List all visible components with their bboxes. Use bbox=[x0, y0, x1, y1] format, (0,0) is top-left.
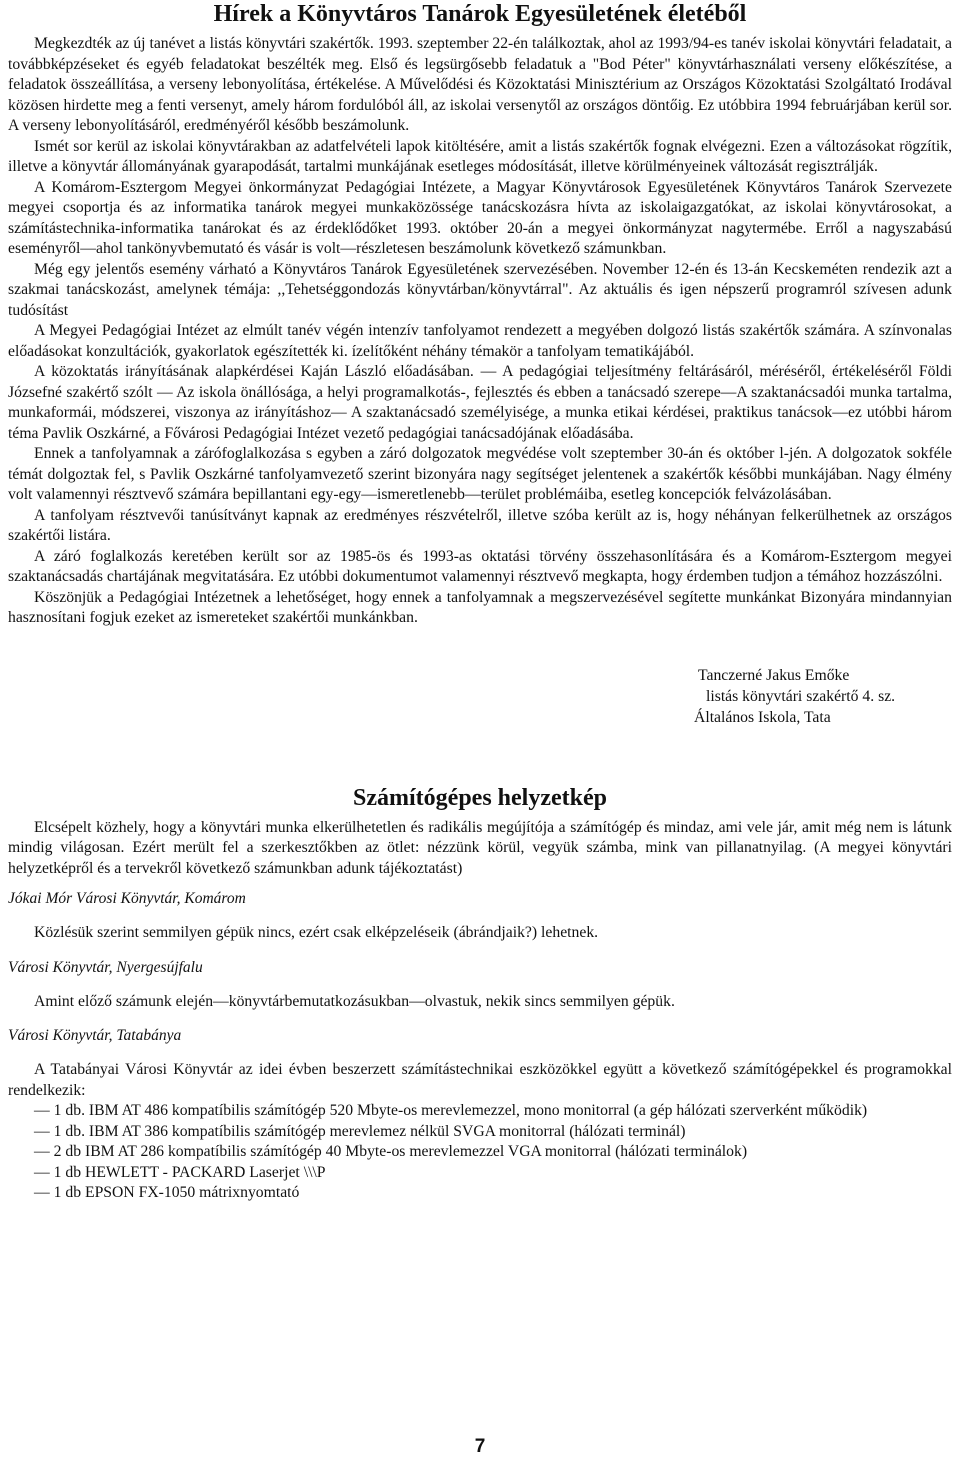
article-computer-status bbox=[8, 784, 952, 1204]
equipment-list bbox=[8, 1101, 952, 1204]
author-signature bbox=[694, 665, 952, 728]
paragraph: Megkezdték az új tanévet a listás könyvtári szakértők. 1993. szeptember 22-én találkoztak, ahol az 1993/94-es tanév iskolai könyvtári feladatait, a továbbképzéseket és egyéb feladatokat beszélték meg. Első és legsürgősebb feladatuk a "Bod Péter" könyvtárhasználati verseny előkészítése, a feladatok összeállítása, a verseny lebonyolítása, értékelése. A Művelődési és Közoktatási Minisztérium az Országos Közoktatási Szolgáltató Irodával közösen hirdette meg a fenti versenyt, amely három fordulóból áll, az iskolai versenytől az országos döntőig. Ez utóbbira 1994 februárjában kerül sor. A verseny lebonyolításáról, eredményéről később beszámolunk. bbox=[8, 35, 952, 134]
library-name: Városi Könyvtár, Nyergesújfalu bbox=[8, 958, 203, 976]
library-text: Amint előző számunk elején—könyvtárbemutatkozásukban—olvastuk, nekik sincs semmilyen gépük. bbox=[34, 992, 675, 1010]
author-role: listás könyvtári szakértő 4. sz. bbox=[706, 687, 896, 705]
library-name: Jókai Mór Városi Könyvtár, Komárom bbox=[8, 890, 246, 907]
author-institution: Általános Iskola, Tata bbox=[694, 708, 831, 726]
library-text: Közlésük szerint semmilyen gépük nincs, ezért csak elképzeléseik (ábrándjaik?) lehetnek. bbox=[34, 924, 599, 941]
paragraph: A közoktatás irányításának alapkérdései Kaján László előadásában. — A pedagógiai teljesítmény feltárásáról, méréséről, értékeléséről Földi Józsefné szakértő szólt — Az iskola önállósága, a helyi programalkotás-, fejlesztés és ebben a tanácsadó szerepe—A szaktanácsadói munka tartalma, munkaformái, módszerei, viszonya az irányításhoz— A szaktanácsadó személyisége, a munka etikai kérdései, praktikus tanácsok—ez utóbbi három téma Pavlik Oszkárné, a Fővárosi Pedagógiai Intézet vezető pedagógiai tanácsadójának előadásába. bbox=[8, 363, 952, 442]
paragraph: Ennek a tanfolyamnak a zárófoglalkozása s egyben a záró dolgozatok megvédése volt szeptember 30-án és október l-jén. A dolgozatok sokféle témát dolgoztak fel, s Pavlik Oszkárné tanfolyamvezető szerint bizonyára nagy segítséget jelentenek a szakértők későbbi munkájában. Nagy élmény volt valamennyi résztvevő számára bepillantani egy-egy—ismeretlenebb—terület problémáiba, esetleg koncepciók felvázolásában. bbox=[8, 445, 952, 503]
paragraph: Köszönjük a Pedagógiai Intézetnek a lehetőséget, hogy ennek a tanfolyamnak a megszervezésével segítette munkánkat Bizonyára mindannyian hasznosítani fogjuk ezeket az ismereteket szakértői munkánkban. bbox=[8, 588, 952, 626]
paragraph: Ismét sor kerül az iskolai könyvtárakban az adatfelvételi lapok kitöltésére, amit a listás szakértők fognak elvégezni. Ezen a változásokat rögzítik, illetve a könyvtár állományának gyarapodását, tartalmi munkájának esetleges módosítását, illetve körülményeinek változását regisztrálják. bbox=[8, 137, 952, 175]
paragraph: A Megyei Pedagógiai Intézet az elmúlt tanév végén intenzív tanfolyamot rendezett a megyében dolgozó listás szakértők számára. A színvonalas előadásokat konzultációk, gyakorlatok egészítették ki. ízelítőként néhány témakör a tanfolyam tematikájából. bbox=[8, 322, 952, 360]
intro-paragraph: Elcsépelt közhely, hogy a könyvtári munka elkerülhetetlen és radikális megújítója a számítógép és mindaz, ami vele jár, amit még nem is látunk mindig világosan. Ezért merült fel a szerkesztőkben az ötlet: nézzünk körül, vegyük számba, mink van pillanatnyilag. (A megyei könyvtári helyzetképről és a tervekről következő számunkban adunk tájékoztatást) bbox=[8, 818, 952, 877]
equipment-item: — 1 db. IBM AT 386 kompatíbilis számítógép merevlemez nélkül SVGA monitorral (hálózati terminál) bbox=[34, 1122, 686, 1140]
equipment-item: — 1 db HEWLETT - PACKARD Laserjet \\\P bbox=[34, 1163, 326, 1181]
paragraph: A Komárom-Esztergom Megyei önkormányzat Pedagógiai Intézete, a Magyar Könyvtárosok Egyesületének Könyvtáros Tanárok Szervezete megyei csoportja és az informatika tanárok megyei munkaközössége tanácskozásra hívta az iskolaigazgatókat, az iskolai könyvtárosokat, a számítástechnika-informatika tanárokat és az érdeklődőket 1993. október 20-án a megyei önkormányzat nagytermébe. Erről a nagyszabású eseményről—ahol tankönyvbemutató és vásár is volt—részletesen beszámolunk következő számunkban. bbox=[8, 178, 952, 257]
author-name: Tanczerné Jakus Emőke bbox=[698, 666, 850, 684]
paragraph: A tanfolyam résztvevői tanúsítványt kapnak az eredményes részvételről, illetve szóba került az is, hogy néhányan felkerülhetnek az országos szakértői listára. bbox=[8, 506, 952, 544]
article-title-news: Hírek a Könyvtáros Tanárok Egyesületének életéből bbox=[213, 1, 747, 27]
equipment-item: — 1 db. IBM AT 486 kompatíbilis számítógép 520 Mbyte-os merevlemezzel, mono monitorral (a gép hálózati szerverként működik) bbox=[34, 1102, 868, 1119]
article-body-news bbox=[8, 34, 952, 629]
article-title-computers: Számítógépes helyzetkép bbox=[353, 784, 607, 811]
equipment-item: — 1 db EPSON FX-1050 mátrixnyomtató bbox=[34, 1184, 300, 1201]
paragraph: A záró foglalkozás keretében került sor az 1985-ös és 1993-as oktatási törvény összehasonlítására és a Komárom-Esztergom megyei szaktanácsadás chartájának megvitatására. Ez utóbbi dokumentumot valamennyi résztvevő megkapta, hogy érdemben tudjon a témához hozzászólni. bbox=[8, 547, 952, 585]
paragraph: Még egy jelentős esemény várható a Könyvtáros Tanárok Egyesületének szervezésében. November 12-én és 13-án Kecskeméten rendezik azt a szakmai tanácskozást, amelynek témája: ,,Tehetséggondozás könyvtárban/könyvtárral". Az aktuális és igen népszerű programról szívesen adunk tudósítást bbox=[8, 260, 952, 319]
library-text: A Tatabányai Városi Könyvtár az idei évben beszerzett számítástechnikai eszközökkel együtt a következő számítógépekkel és programokkal rendelkezik: bbox=[8, 1061, 952, 1099]
page bbox=[8, 0, 952, 1204]
page-number: 7 bbox=[474, 1436, 486, 1457]
equipment-item: — 2 db IBM AT 286 kompatíbilis számítógép 40 Mbyte-os merevlemezzel VGA monitorral (hálózati terminálok) bbox=[34, 1143, 748, 1160]
library-name: Városi Könyvtár, Tatabánya bbox=[8, 1027, 182, 1044]
